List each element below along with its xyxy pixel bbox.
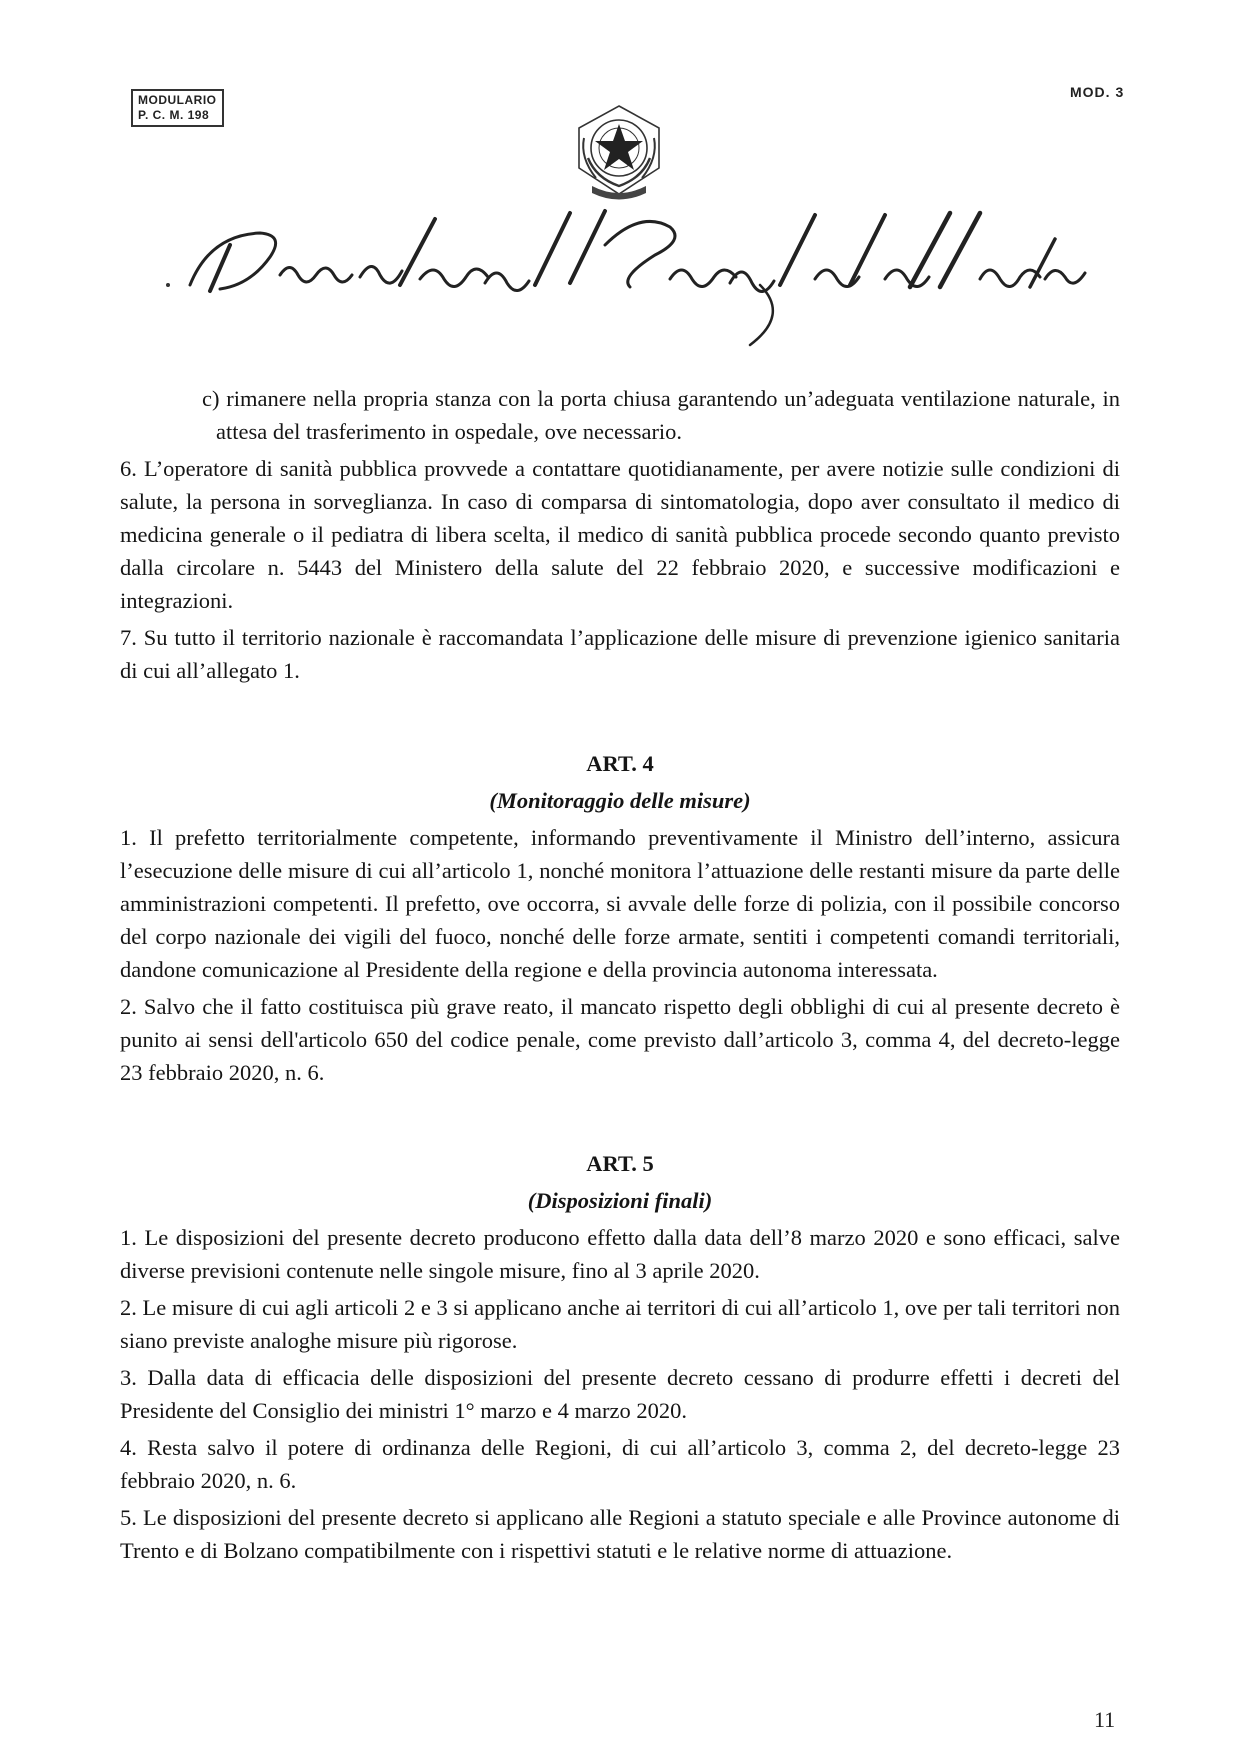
art5-heading: ART. 5 <box>586 1151 654 1176</box>
art4-paragraph-2: 2. Salvo che il fatto costituisca più grave reato, il mancato rispetto degli obblighi di cui al presente decreto è punito ai sensi dell'articolo 650 del codice penale, come previsto dall’articolo 3, comma 4, del decreto-legge 23 febbraio 2020, n. 6. <box>120 994 1120 1085</box>
art5-subheading: (Disposizioni finali) <box>527 1188 713 1213</box>
art5-paragraph-2: 2. Le misure di cui agli articoli 2 e 3 si applicano anche ai territori di cui all’articolo 1, ove per tali territori non siano previste analoghe misure più rigorose. <box>120 1295 1120 1353</box>
art5-paragraph-4: 4. Resta salvo il potere di ordinanza delle Regioni, di cui all’articolo 3, comma 2, del decreto-legge 23 febbraio 2020, n. 6. <box>120 1435 1120 1493</box>
letterhead <box>150 205 1100 355</box>
document-body <box>120 382 1120 1571</box>
modulario-stamp <box>131 89 224 127</box>
letterhead-script <box>150 205 1100 355</box>
paragraph-6: 6. L’operatore di sanità pubblica provvede a contattare quotidianamente, per avere notizie sulle condizioni di salute, la persona in sorveglianza. In caso di comparsa di sintomatologia, dopo aver consultato il medico di medicina generale o il pediatra di libera scelta, il medico di sanità pubblica procede secondo quanto previsto dalla circolare n. 5443 del Ministero della salute del 22 febbraio 2020, e successive modificazioni e integrazioni. <box>120 456 1120 613</box>
art4-subheading: (Monitoraggio delle misure) <box>489 788 751 813</box>
mod-label: MOD. 3 <box>1070 84 1125 100</box>
art5-paragraph-3: 3. Dalla data di efficacia delle disposizioni del presente decreto cessano di produrre effetti i decreti del Presidente del Consiglio dei ministri 1° marzo e 4 marzo 2020. <box>120 1365 1120 1423</box>
art4-heading: ART. 4 <box>586 751 654 776</box>
page-number: 11 <box>1094 1707 1116 1732</box>
stamp-line-2: P. C. M. 198 <box>138 108 210 122</box>
list-item-c: c) rimanere nella propria stanza con la porta chiusa garantendo un’adeguata ventilazione naturale, in attesa del trasferimento in ospedale, ove necessario. <box>202 386 1120 444</box>
stamp-line-1: MODULARIO <box>138 93 217 107</box>
paragraph-7: 7. Su tutto il territorio nazionale è raccomandata l’applicazione delle misure di prevenzione igienico sanitaria di cui all’allegato 1. <box>120 625 1120 683</box>
art5-paragraph-1: 1. Le disposizioni del presente decreto producono effetto dalla data dell’8 marzo 2020 e sono efficaci, salve diverse previsioni contenute nelle singole misure, fino al 3 aprile 2020. <box>120 1225 1120 1283</box>
art4-paragraph-1: 1. Il prefetto territorialmente competente, informando preventivamente il Ministro dell’interno, assicura l’esecuzione delle misure di cui all’articolo 1, nonché monitora l’attuazione delle restanti misure da parte delle amministrazioni competenti. Il prefetto, ove occorra, si avvale delle forze di polizia, con il possibile concorso del corpo nazionale dei vigili del fuoco, nonché delle forze armate, sentiti i competenti comandi territoriali, dandone comunicazione al Presidente della regione e della provincia autonoma interessata. <box>120 825 1120 982</box>
art5-paragraph-5: 5. Le disposizioni del presente decreto si applicano alle Regioni a statuto speciale e alle Province autonome di Trento e di Bolzano compatibilmente con i rispettivi statuti e le relative norme di attuazione. <box>120 1505 1120 1563</box>
republic-emblem-icon <box>566 98 672 204</box>
